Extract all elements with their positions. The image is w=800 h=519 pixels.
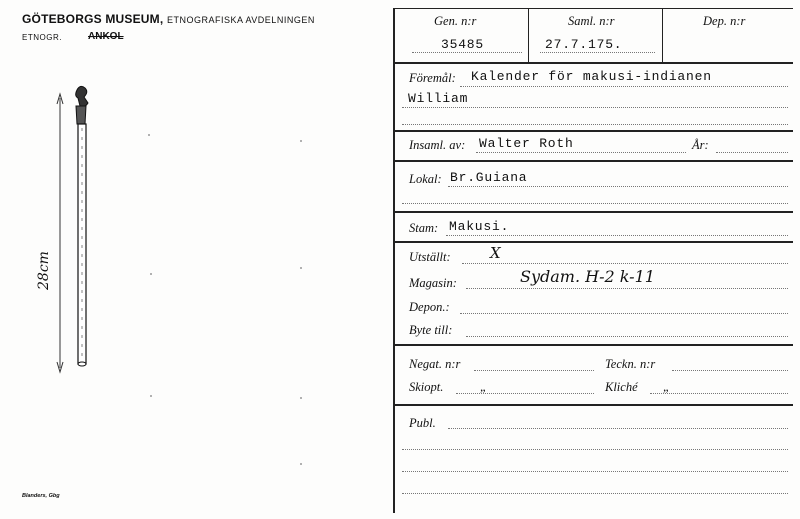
dep-nr-label: Dep. n:r bbox=[703, 14, 746, 28]
publ-label: Publ. bbox=[409, 416, 436, 430]
museum-name: GÖTEBORGS MUSEUM, bbox=[22, 12, 164, 26]
ar-label: År: bbox=[692, 138, 709, 152]
utstallt-value: X bbox=[490, 244, 501, 262]
carved-figure-top bbox=[76, 86, 88, 124]
utstallt-label: Utställt: bbox=[409, 250, 451, 264]
depon-label: Depon.: bbox=[409, 300, 450, 314]
foremal-label: Föremål: bbox=[409, 71, 456, 85]
lokal-label: Lokal: bbox=[409, 172, 442, 186]
skiopt-ditto: „ bbox=[480, 380, 487, 394]
card-left-border bbox=[393, 8, 395, 513]
negat-label: Negat. n:r bbox=[409, 357, 461, 371]
magasin-label: Magasin: bbox=[409, 276, 457, 290]
gen-nr-value: 35485 bbox=[441, 37, 485, 52]
skiopt-label: Skiopt. bbox=[409, 380, 444, 394]
saml-nr-value: 27.7.175. bbox=[545, 37, 623, 52]
byte-till-label: Byte till: bbox=[409, 323, 453, 337]
size-label: 28cm bbox=[36, 251, 52, 290]
object-drawing bbox=[40, 80, 110, 380]
museum-header bbox=[22, 12, 315, 26]
stam-value: Makusi. bbox=[449, 219, 510, 234]
struck-code: ANKOL bbox=[88, 31, 124, 42]
insaml-value: Walter Roth bbox=[479, 136, 574, 151]
department-name: ETNOGRAFISKA AVDELNINGEN bbox=[166, 15, 315, 25]
foremal-value-1: Kalender för makusi-indianen bbox=[471, 69, 712, 84]
magasin-value: Sydam. H-2 k-11 bbox=[520, 267, 655, 286]
kliche-label: Kliché bbox=[605, 380, 638, 394]
foremal-value-2: William bbox=[408, 91, 469, 106]
insaml-label: Insaml. av: bbox=[409, 138, 466, 152]
kliche-ditto: „ bbox=[663, 380, 670, 394]
teckn-label: Teckn. n:r bbox=[605, 357, 656, 371]
etnogr-label: ETNOGR. bbox=[22, 33, 62, 42]
gen-nr-label: Gen. n:r bbox=[434, 14, 477, 28]
lokal-value: Br.Guiana bbox=[450, 170, 528, 185]
printer-mark: Blanders, Gbg bbox=[22, 493, 60, 499]
stam-label: Stam: bbox=[409, 221, 439, 235]
saml-nr-label: Saml. n:r bbox=[568, 14, 615, 28]
